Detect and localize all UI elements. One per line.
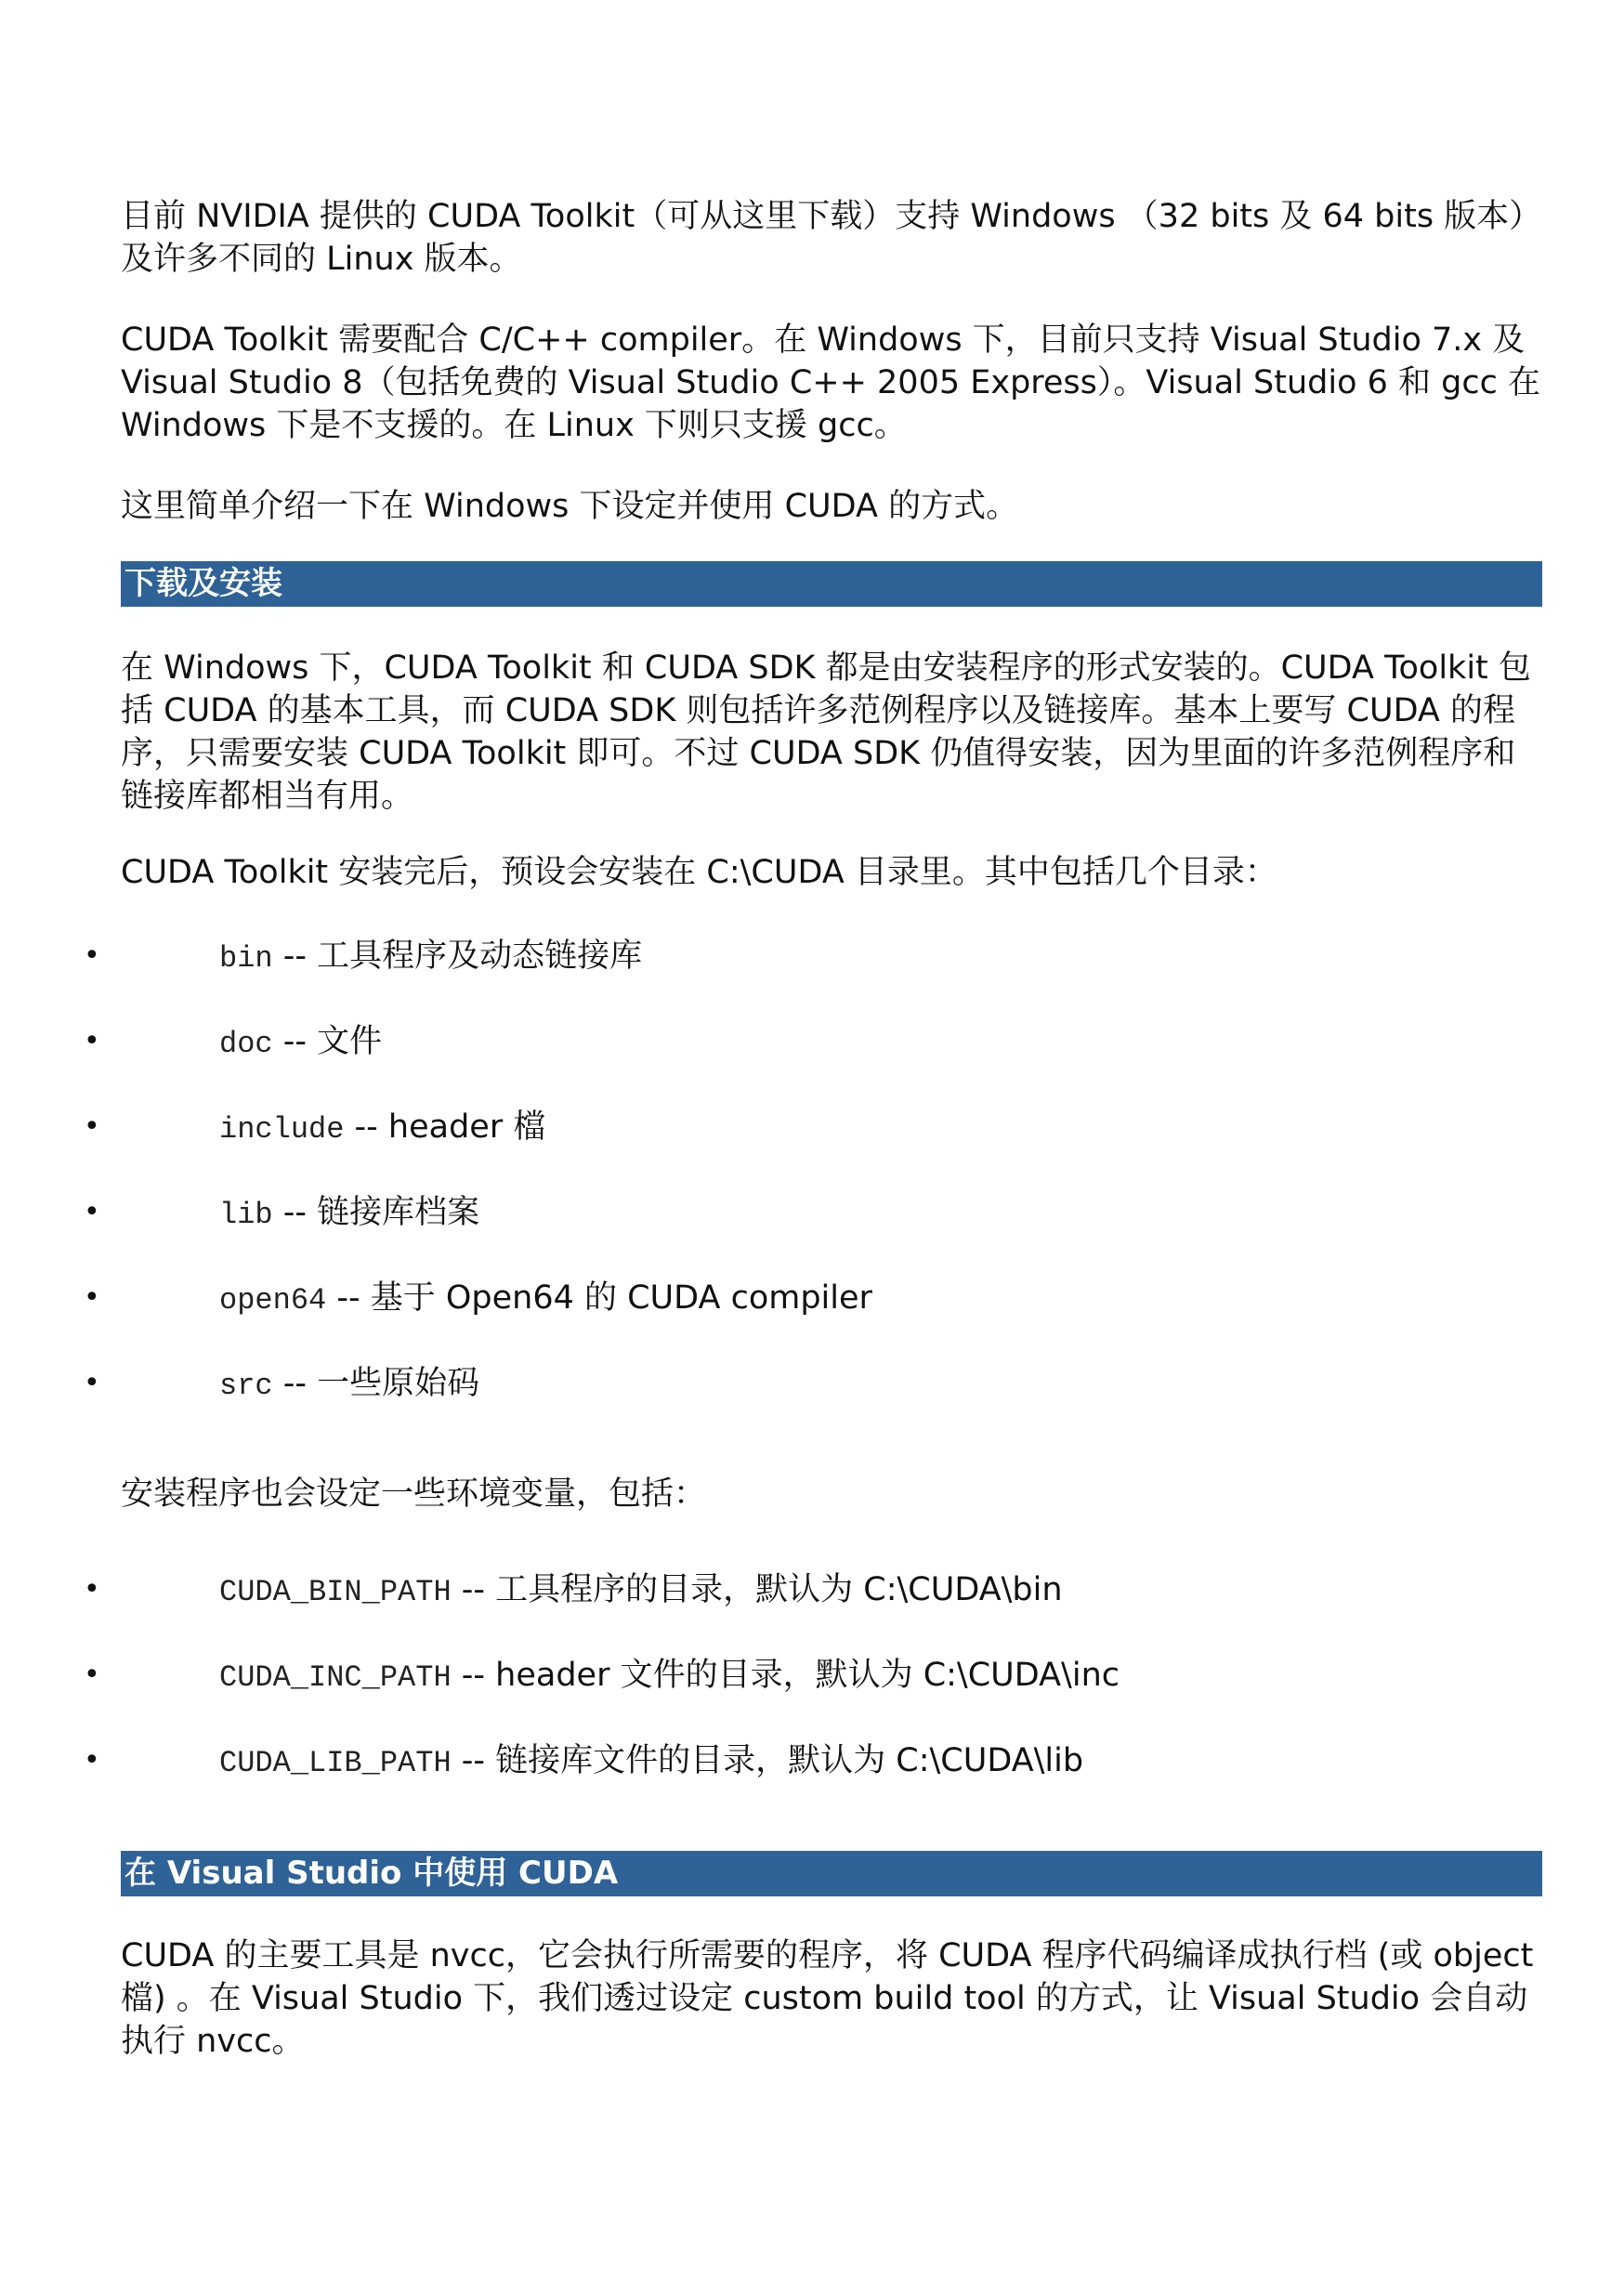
- env-intro-paragraph: 安装程序也会设定一些环境变量，包括：: [121, 1475, 707, 1513]
- directory-desc: -- 基于 Open64 的 CUDA compiler: [326, 1279, 872, 1317]
- env-var-name: CUDA_LIB_PATH: [219, 1746, 452, 1780]
- list-item: [84, 1277, 1384, 1362]
- bullet-icon: •: [84, 1110, 100, 1143]
- bullet-icon: •: [84, 1281, 100, 1314]
- env-var-name: CUDA_INC_PATH: [219, 1660, 452, 1695]
- bullet-icon: •: [84, 1025, 100, 1057]
- list-item: [84, 1568, 1384, 1654]
- bullet-icon: •: [84, 1744, 100, 1777]
- list-item: [84, 1654, 1384, 1739]
- section-heading-download: 下载及安装: [121, 561, 1542, 607]
- nvcc-paragraph: CUDA 的主要工具是 nvcc，它会执行所需要的程序，将 CUDA 程序代码编译成执行档 (或 object 檔) 。在 Visual Studio 下，我们透过设定 custom build tool 的方式，让 Visual Studio 会自动执行 nvcc。: [121, 1937, 1534, 2060]
- list-item: [84, 1191, 1384, 1277]
- overview-paragraph: 这里简单介绍一下在 Windows 下设定并使用 CUDA 的方式。: [121, 488, 1019, 525]
- directory-desc: -- 链接库档案: [272, 1194, 480, 1231]
- section-heading-visual-studio: 在 Visual Studio 中使用 CUDA: [121, 1851, 1542, 1896]
- directory-name: doc: [219, 1027, 273, 1061]
- directory-list: [84, 935, 1384, 1448]
- directory-desc: -- 文件: [272, 1023, 383, 1060]
- compiler-paragraph: CUDA Toolkit 需要配合 C/C++ compiler。在 Windows 下，目前只支持 Visual Studio 7.x 及 Visual Studio 8（包括免费的 Visual Studio C++ 2005 Express）。Visual Studio 6 和 gcc 在 Windows 下是不支援的。在 Linux 下则只支援 gcc。: [121, 321, 1540, 444]
- directory-desc: -- 工具程序及动态链接库: [272, 938, 643, 975]
- location-paragraph: CUDA Toolkit 安装完后，预设会安装在 C:\CUDA 目录里。其中包括几个目录：: [121, 854, 1277, 891]
- directory-name: lib: [219, 1198, 273, 1232]
- bullet-icon: •: [84, 1659, 100, 1691]
- bullet-icon: •: [84, 1196, 100, 1228]
- env-var-desc: -- header 文件的目录，默认为 C:\CUDA\inc: [451, 1657, 1120, 1694]
- directory-name: include: [219, 1112, 345, 1147]
- intro-paragraph: 目前 NVIDIA 提供的 CUDA Toolkit（可从这里下载）支持 Windows （32 bits 及 64 bits 版本）及许多不同的 Linux 版本。: [121, 198, 1542, 278]
- env-var-list: [84, 1568, 1384, 1825]
- env-var-desc: -- 工具程序的目录，默认为 C:\CUDA\bin: [451, 1571, 1063, 1608]
- list-item: [84, 1020, 1384, 1106]
- bullet-icon: •: [84, 1367, 100, 1399]
- bullet-icon: •: [84, 1573, 100, 1606]
- install-paragraph: 在 Windows 下，CUDA Toolkit 和 CUDA SDK 都是由安装程序的形式安装的。CUDA Toolkit 包括 CUDA 的基本工具，而 CUDA SDK 则包括许多范例程序以及链接库。基本上要写 CUDA 的程序，只需要安装 CUDA Toolkit 即可。不过 CUDA SDK 仍值得安装，因为里面的许多范例程序和链接库都相当有用。: [121, 649, 1531, 815]
- env-var-name: CUDA_BIN_PATH: [219, 1575, 452, 1609]
- directory-desc: -- 一些原始码: [272, 1365, 480, 1402]
- directory-desc: -- header 檔: [344, 1108, 546, 1146]
- list-item: [84, 935, 1384, 1020]
- directory-name: src: [219, 1369, 273, 1403]
- directory-name: open64: [219, 1283, 327, 1318]
- list-item: [84, 1739, 1384, 1825]
- env-var-desc: -- 链接库文件的目录，默认为 C:\CUDA\lib: [451, 1742, 1084, 1779]
- bullet-icon: •: [84, 939, 100, 972]
- directory-name: bin: [219, 941, 273, 976]
- list-item: [84, 1362, 1384, 1448]
- list-item: [84, 1106, 1384, 1191]
